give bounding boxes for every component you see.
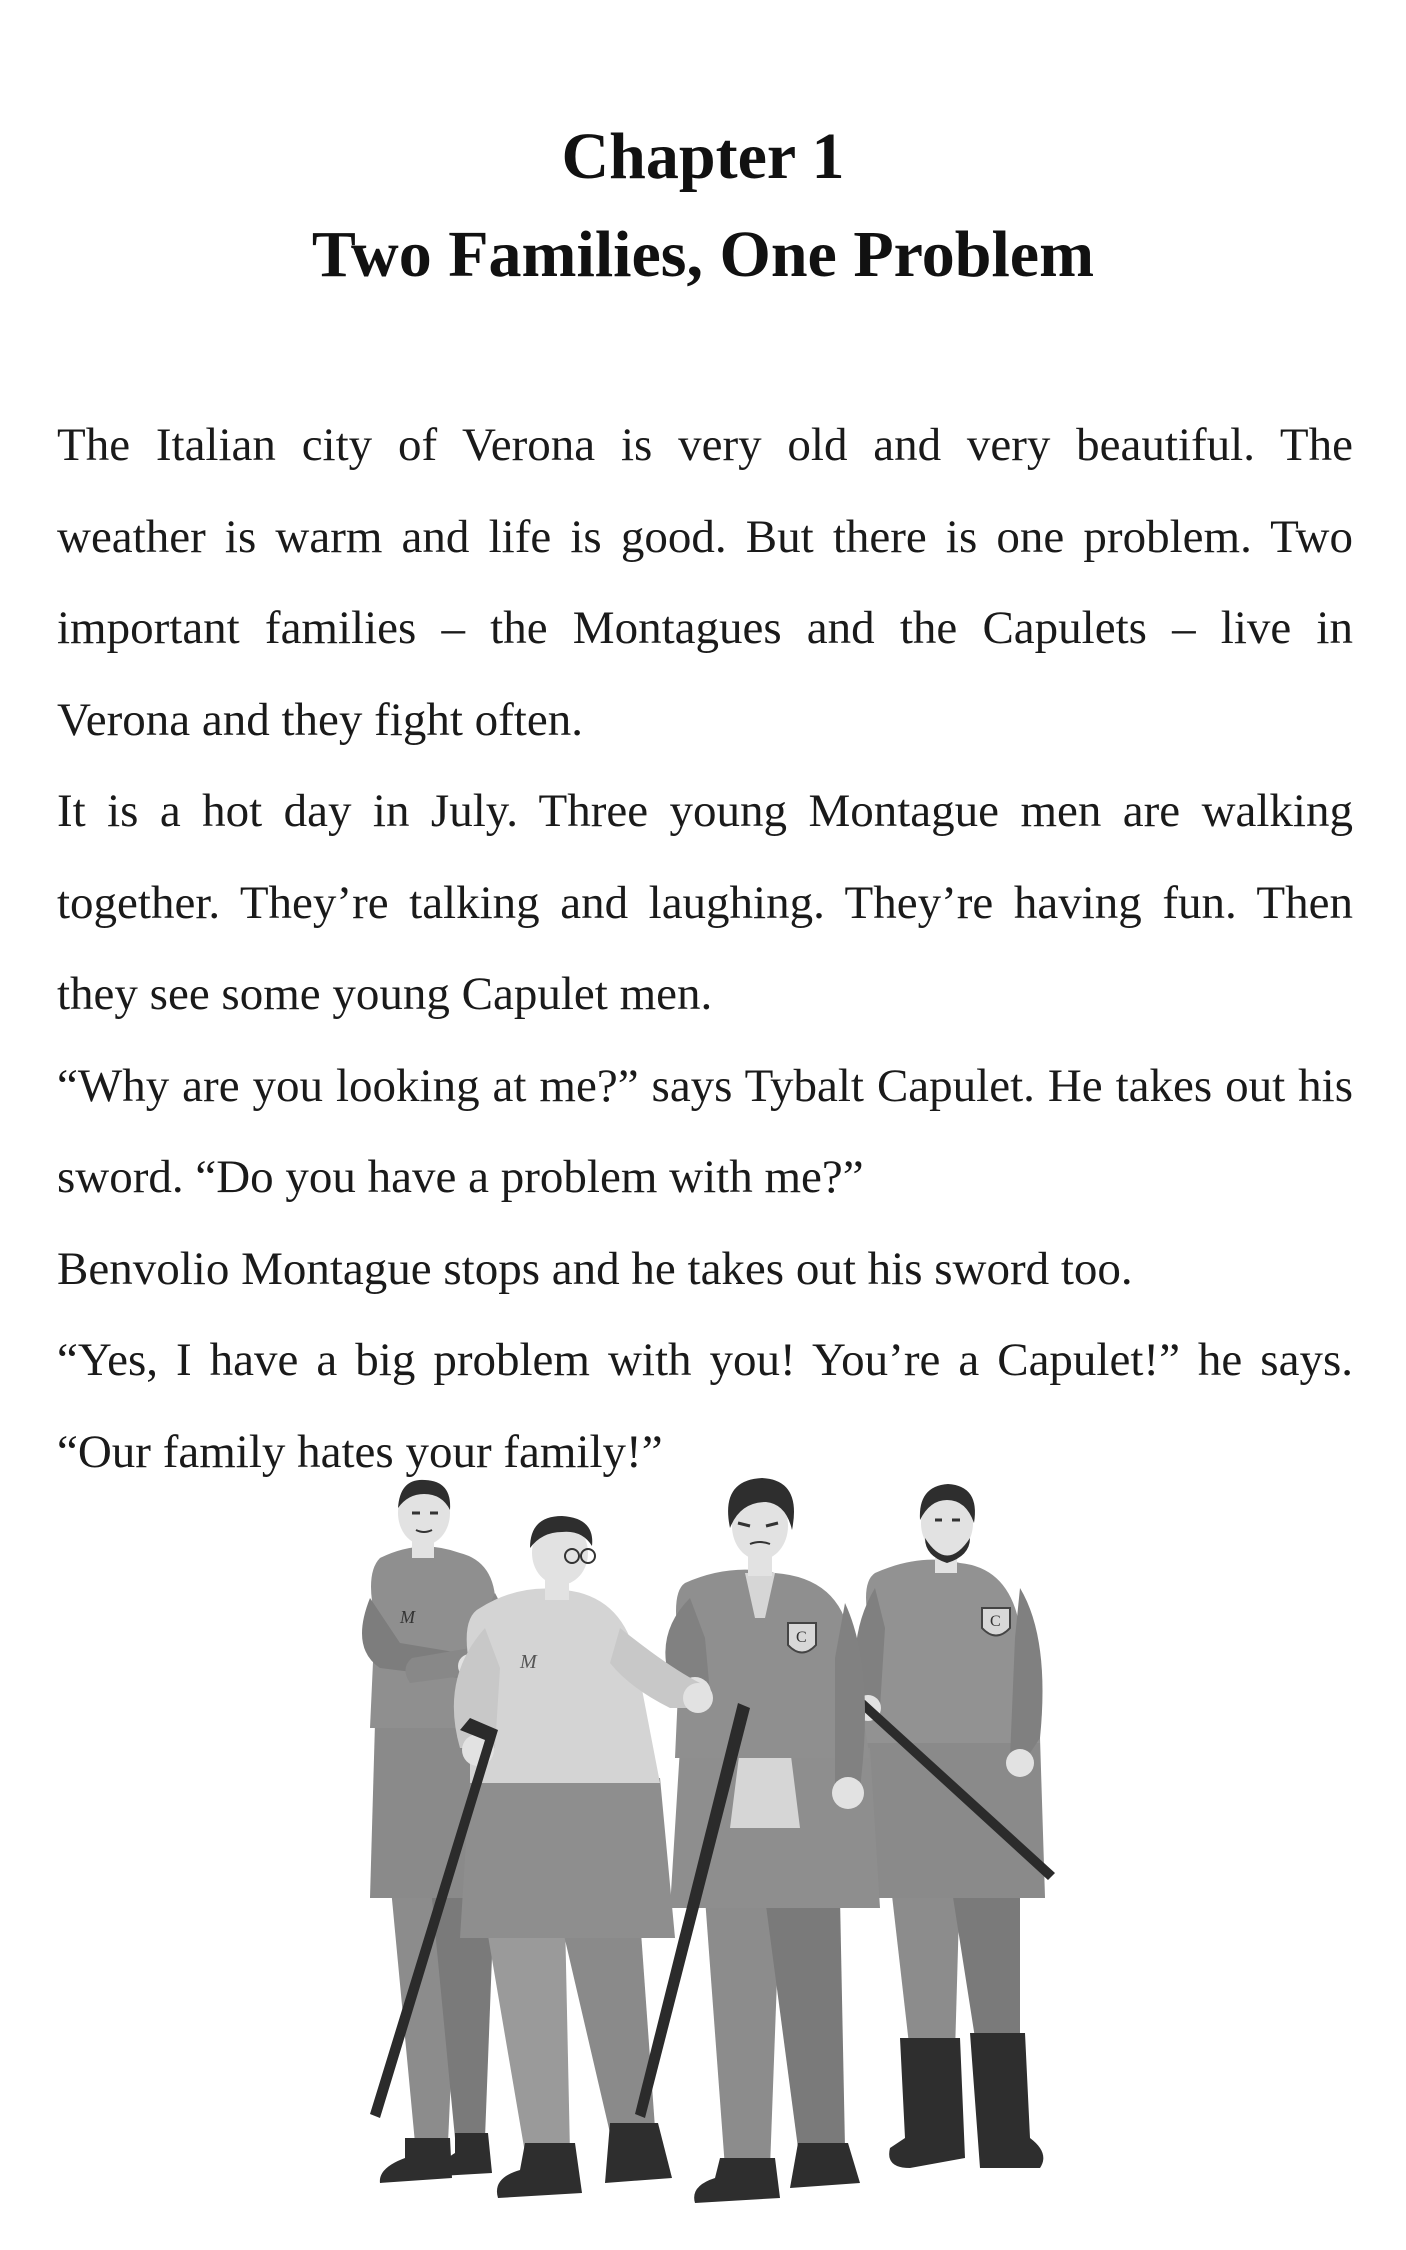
chapter-title: Two Families, One Problem: [311, 218, 1095, 291]
paragraph: Benvolio Montague stops and he takes out his sword too.: [57, 1242, 1133, 1295]
paragraph: “Why are you looking at me?” says Tybalt Capulet. He takes out his sword. “Do you have a problem with me?”: [57, 1059, 1353, 1203]
chapter-heading: [0, 108, 1406, 304]
paragraph: It is a hot day in July. Three young Montague men are walking together. They’re talking and laughing. They’re having fun. Then they see some young Capulet men.: [57, 785, 1353, 1020]
montague-emblem: M: [400, 1607, 415, 1627]
capulet-emblem-center: C: [796, 1629, 807, 1646]
figure-tybalt-capulet: [665, 1478, 880, 2203]
illustration-four-young-men: [320, 1478, 1120, 2228]
chapter-body: [57, 400, 1353, 1498]
montague-emblem-front: M: [520, 1651, 537, 1673]
capulet-emblem-right: C: [990, 1613, 1001, 1630]
paragraph: The Italian city of Verona is very old and very beautiful. The weather is warm and life is good. But there is one problem. Two important families – the Montagues and the Capulets – live in Verona and they fight often.: [57, 419, 1353, 746]
paragraph: “Yes, I have a big problem with you! You’re a Capulet!” he says. “Our family hates your family!”: [57, 1334, 1353, 1478]
chapter-number: Chapter 1: [561, 120, 845, 193]
